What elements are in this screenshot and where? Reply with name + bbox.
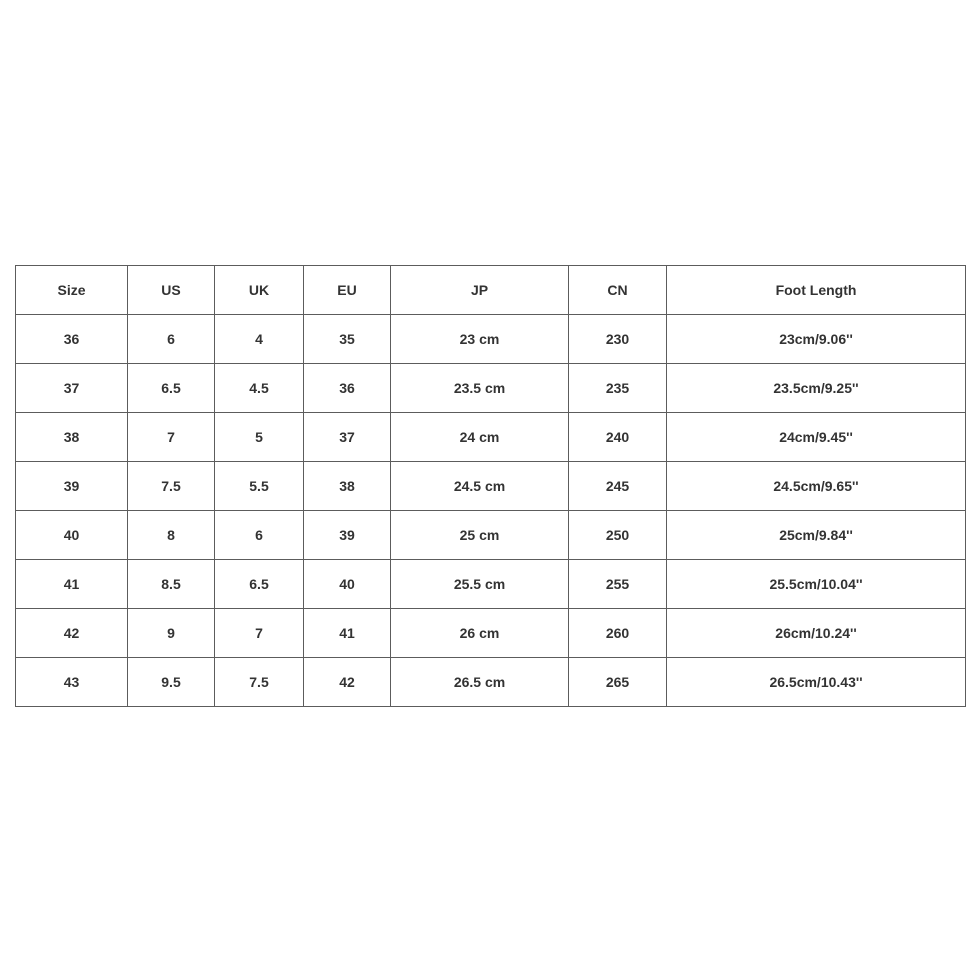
cell-size: 43 [16,658,128,707]
cell-cn: 250 [569,511,667,560]
cell-jp: 23 cm [391,315,569,364]
cell-jp: 23.5 cm [391,364,569,413]
cell-us: 8 [128,511,215,560]
cell-size: 42 [16,609,128,658]
cell-us: 9.5 [128,658,215,707]
cell-us: 7.5 [128,462,215,511]
cell-uk: 4.5 [215,364,304,413]
cell-size: 39 [16,462,128,511]
header-cn: CN [569,266,667,315]
cell-jp: 25.5 cm [391,560,569,609]
cell-eu: 38 [304,462,391,511]
cell-foot-length: 25.5cm/10.04'' [667,560,966,609]
cell-us: 7 [128,413,215,462]
cell-cn: 265 [569,658,667,707]
cell-size: 41 [16,560,128,609]
cell-eu: 39 [304,511,391,560]
cell-size: 37 [16,364,128,413]
cell-us: 8.5 [128,560,215,609]
cell-size: 36 [16,315,128,364]
cell-eu: 40 [304,560,391,609]
cell-eu: 37 [304,413,391,462]
cell-jp: 24.5 cm [391,462,569,511]
cell-jp: 26.5 cm [391,658,569,707]
cell-foot-length: 24.5cm/9.65'' [667,462,966,511]
cell-eu: 35 [304,315,391,364]
table-row [16,658,966,707]
cell-foot-length: 25cm/9.84'' [667,511,966,560]
cell-cn: 235 [569,364,667,413]
table-row [16,462,966,511]
header-foot-length: Foot Length [667,266,966,315]
cell-uk: 6 [215,511,304,560]
cell-size: 40 [16,511,128,560]
cell-cn: 260 [569,609,667,658]
cell-uk: 5.5 [215,462,304,511]
cell-uk: 6.5 [215,560,304,609]
cell-eu: 36 [304,364,391,413]
cell-uk: 5 [215,413,304,462]
table-row [16,315,966,364]
cell-cn: 230 [569,315,667,364]
table-row [16,364,966,413]
cell-eu: 42 [304,658,391,707]
cell-eu: 41 [304,609,391,658]
cell-cn: 245 [569,462,667,511]
cell-uk: 7.5 [215,658,304,707]
cell-foot-length: 23cm/9.06'' [667,315,966,364]
cell-size: 38 [16,413,128,462]
cell-foot-length: 26.5cm/10.43'' [667,658,966,707]
cell-jp: 25 cm [391,511,569,560]
cell-jp: 24 cm [391,413,569,462]
cell-foot-length: 24cm/9.45'' [667,413,966,462]
cell-foot-length: 23.5cm/9.25'' [667,364,966,413]
table-row [16,609,966,658]
cell-us: 6 [128,315,215,364]
header-eu: EU [304,266,391,315]
cell-uk: 4 [215,315,304,364]
table-row [16,511,966,560]
table-row [16,413,966,462]
table-row [16,560,966,609]
header-size: Size [16,266,128,315]
header-us: US [128,266,215,315]
table-body [16,315,966,707]
size-chart-table [15,265,966,707]
header-uk: UK [215,266,304,315]
cell-cn: 240 [569,413,667,462]
cell-us: 6.5 [128,364,215,413]
cell-foot-length: 26cm/10.24'' [667,609,966,658]
cell-cn: 255 [569,560,667,609]
cell-jp: 26 cm [391,609,569,658]
cell-uk: 7 [215,609,304,658]
table-header-row [16,266,966,315]
header-jp: JP [391,266,569,315]
cell-us: 9 [128,609,215,658]
